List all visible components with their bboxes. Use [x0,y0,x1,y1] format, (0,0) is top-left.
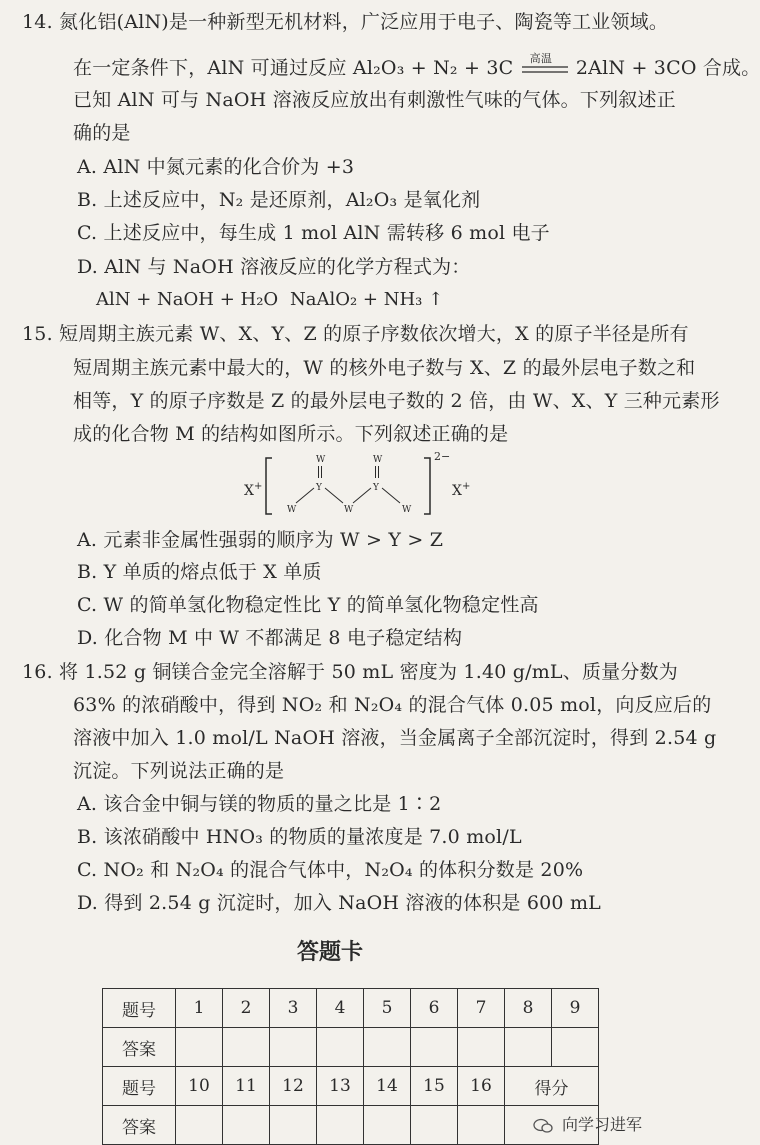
answer-cell[interactable] [552,1028,599,1067]
answer-cell[interactable] [176,1106,223,1145]
bond-w-y1 [296,488,314,503]
answer-cell[interactable] [411,1028,458,1067]
compound-m-structure [0,448,660,528]
question-number-cell: 8 [505,989,552,1028]
question-number-cell: 13 [317,1067,364,1106]
table-row [103,989,599,1028]
question-number-cell: 2 [223,989,270,1028]
answer-cell[interactable] [317,1028,364,1067]
answer-cell[interactable] [505,1028,552,1067]
q15-line1: 15. 短周期主族元素 W、X、Y、Z 的原子序数依次增大，X 的原子半径是所有 [22,323,689,345]
answer-cell[interactable] [317,1106,364,1145]
table-row [103,1028,599,1067]
question-number-cell: 16 [458,1067,505,1106]
question-number-cell: 10 [176,1067,223,1106]
q14-option-a: A. AlN 中氮元素的化合价为 +3 [77,156,355,178]
answer-cell[interactable] [223,1028,270,1067]
answer-sheet-title: 答题卡 [296,940,363,965]
atom-w-top-2: W [373,455,383,465]
atom-y-2: Y [373,483,379,493]
q16-line3: 溶液中加入 1.0 mol/L NaOH 溶液，当金属离子全部沉淀时，得到 2.54 g [73,727,717,749]
q14-line2-post: 2AlN + 3CO 合成。 [575,57,760,79]
watermark [533,1112,642,1135]
q14-option-b: B. 上述反应中，N₂ 是还原剂，Al₂O₃ 是氧化剂 [77,189,481,211]
bond-y1-w [325,488,343,503]
score-label: 得分 [505,1067,599,1106]
question-number-cell: 9 [552,989,599,1028]
q15-line3: 相等，Y 的原子序数是 Z 的最外层电子数的 2 倍，由 W、X、Y 三种元素形 [73,390,720,412]
answer-cell[interactable] [411,1106,458,1145]
answer-cell[interactable] [270,1106,317,1145]
reaction-condition: 高温 [529,52,553,65]
question-number-cell: 14 [364,1067,411,1106]
equal-arrow-icon [520,59,570,79]
wechat-logo-icon [533,1119,553,1133]
question-number-cell: 6 [411,989,458,1028]
cation-left: X+ [244,481,263,499]
question-number-cell: 11 [223,1067,270,1106]
atom-y-1: Y [316,483,322,493]
watermark-text: 向学习进军 [561,1115,642,1134]
question-number-cell: 7 [458,989,505,1028]
q15-option-b: B. Y 单质的熔点低于 X 单质 [77,561,322,583]
q15-option-c: C. W 的简单氢化物稳定性比 Y 的简单氢化物稳定性高 [77,594,539,616]
answer-cell[interactable] [364,1028,411,1067]
q15-option-a: A. 元素非金属性强弱的顺序为 W > Y > Z [77,529,444,551]
bracket-left [266,458,272,514]
q16-option-d: D. 得到 2.54 g 沉淀时，加入 NaOH 溶液的体积是 600 mL [77,892,601,914]
atom-w-end-1: W [287,505,297,515]
q14-option-c: C. 上述反应中，每生成 1 mol AlN 需转移 6 mol 电子 [77,222,550,244]
q15-line4: 成的化合物 M 的结构如图所示。下列叙述正确的是 [73,423,509,445]
atom-w-bridge: W [344,505,354,515]
q15-option-d: D. 化合物 M 中 W 不都满足 8 电子稳定结构 [77,627,463,649]
q16-line4: 沉淀。下列说法正确的是 [73,760,285,782]
q16-option-a: A. 该合金中铜与镁的物质的量之比是 1∶2 [77,793,442,815]
q16-option-b: B. 该浓硝酸中 HNO₃ 的物质的量浓度是 7.0 mol/L [77,826,522,848]
q14-option-d: D. AlN 与 NaOH 溶液反应的化学方程式为： [77,256,471,278]
question-number-cell: 1 [176,989,223,1028]
bond-w-y2 [353,488,371,503]
question-number-cell: 12 [270,1067,317,1106]
atom-w-top-1: W [316,455,326,465]
reaction-arrow [520,52,570,79]
q16-option-c: C. NO₂ 和 N₂O₄ 的混合气体中，N₂O₄ 的体积分数是 20% [77,859,584,881]
question-number-cell: 4 [317,989,364,1028]
answer-cell[interactable] [458,1106,505,1145]
anion-charge: 2− [434,450,451,463]
q14-line2-pre: 在一定条件下，AlN 可通过反应 Al₂O₃ + N₂ + 3C [73,57,514,79]
q14-line2 [73,52,760,80]
answer-sheet-table [102,988,599,1145]
question-number-cell: 3 [270,989,317,1028]
answer-cell[interactable] [364,1106,411,1145]
q15-line2: 短周期主族元素中最大的，W 的核外电子数与 X、Z 的最外层电子数之和 [73,357,696,379]
question-number-cell: 5 [364,989,411,1028]
q16-line2: 63% 的浓硝酸中，得到 NO₂ 和 N₂O₄ 的混合气体 0.05 mol，向反应后的 [73,694,712,716]
bond-y2-w [382,488,400,503]
q14-line3: 已知 AlN 可与 NaOH 溶液反应放出有刺激性气味的气体。下列叙述正 [73,89,676,111]
table-row [103,1067,599,1106]
q14-equation-right: NaAlO₂ + NH₃ ↑ [290,289,444,310]
q14-equation-left: AlN + NaOH + H₂O [96,289,279,310]
q16-line1: 16. 将 1.52 g 铜镁合金完全溶解于 50 mL 密度为 1.40 g/mL、质量分数为 [22,661,678,683]
answer-cell[interactable] [270,1028,317,1067]
row-label-answer: 答案 [103,1028,176,1067]
cation-right: X+ [452,481,471,499]
q14-line1: 14. 氮化铝(AlN)是一种新型无机材料，广泛应用于电子、陶瓷等工业领域。 [22,11,669,33]
q14-line4: 确的是 [73,122,131,144]
answer-cell[interactable] [458,1028,505,1067]
table-row [103,1106,599,1145]
atom-w-end-2: W [402,505,412,515]
answer-cell[interactable] [223,1106,270,1145]
bracket-right [424,458,430,514]
row-label-question-number: 题号 [103,1067,176,1106]
row-label-question-number: 题号 [103,989,176,1028]
question-number-cell: 15 [411,1067,458,1106]
answer-cell[interactable] [176,1028,223,1067]
row-label-answer: 答案 [103,1106,176,1145]
